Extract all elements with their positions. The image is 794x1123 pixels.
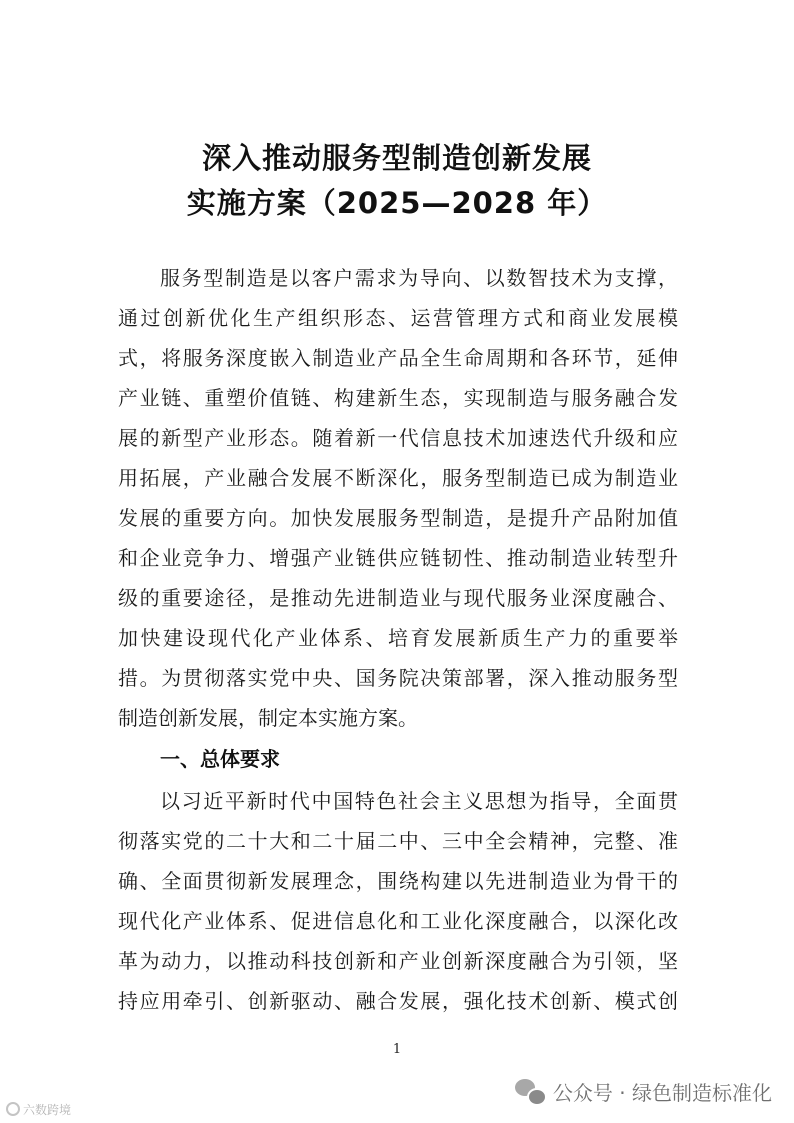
page-number: 1: [392, 1042, 402, 1057]
text-line: 产业链、重塑价值链、构建新生态，实现制造与服务融合发: [118, 386, 678, 410]
text-line: 和企业竞争力、增强产业链供应链韧性、推动制造业转型升: [118, 546, 678, 570]
document-title-line2: 实施方案（2025—2028 年）: [186, 186, 608, 220]
text-line: 彻落实党的二十大和二十届二中、三中全会精神，完整、准: [118, 829, 678, 853]
watermark-brand-text: 六数跨境: [23, 1102, 72, 1117]
watermark-text: 公众号 · 绿色制造标准化: [552, 1080, 772, 1105]
watermark-brand: [6, 1100, 71, 1118]
text-line: 展的新型产业形态。随着新一代信息技术加速迭代升级和应: [118, 426, 678, 450]
text-line: 革为动力，以推动科技创新和产业创新深度融合为引领，坚: [118, 949, 678, 973]
text-line: 发展的重要方向。加快发展服务型制造，是提升产品附加值: [118, 506, 678, 530]
document-title-line1: 深入推动服务型制造创新发展: [201, 141, 592, 175]
section-heading: 一、总体要求: [160, 747, 280, 771]
text-line: 式，将服务深度嵌入制造业产品全生命周期和各环节，延伸: [118, 346, 678, 370]
brand-logo-icon: [6, 1102, 20, 1116]
text-line: 确、全面贯彻新发展理念，围绕构建以先进制造业为骨干的: [118, 869, 678, 893]
text-line: 制造创新发展，制定本实施方案。: [118, 706, 418, 730]
text-line: 级的重要途径，是推动先进制造业与现代服务业深度融合、: [118, 586, 678, 610]
text-line: 持应用牵引、创新驱动、融合发展，强化技术创新、模式创: [118, 989, 678, 1013]
watermark-wechat: [515, 1076, 772, 1106]
text-line: 加快建设现代化产业体系、培育发展新质生产力的重要举: [118, 626, 678, 650]
text-line: 现代化产业体系、促进信息化和工业化深度融合，以深化改: [118, 909, 678, 933]
text-line: 措。为贯彻落实党中央、国务院决策部署，深入推动服务型: [118, 666, 678, 690]
text-line: 以习近平新时代中国特色社会主义思想为指导，全面贯: [160, 789, 678, 813]
text-line: 用拓展，产业融合发展不断深化，服务型制造已成为制造业: [118, 466, 678, 490]
text-line: 服务型制造是以客户需求为导向、以数智技术为支撑，: [160, 266, 678, 290]
text-line: 通过创新优化生产组织形态、运营管理方式和商业发展模: [118, 306, 678, 330]
wechat-icon: [515, 1078, 545, 1104]
